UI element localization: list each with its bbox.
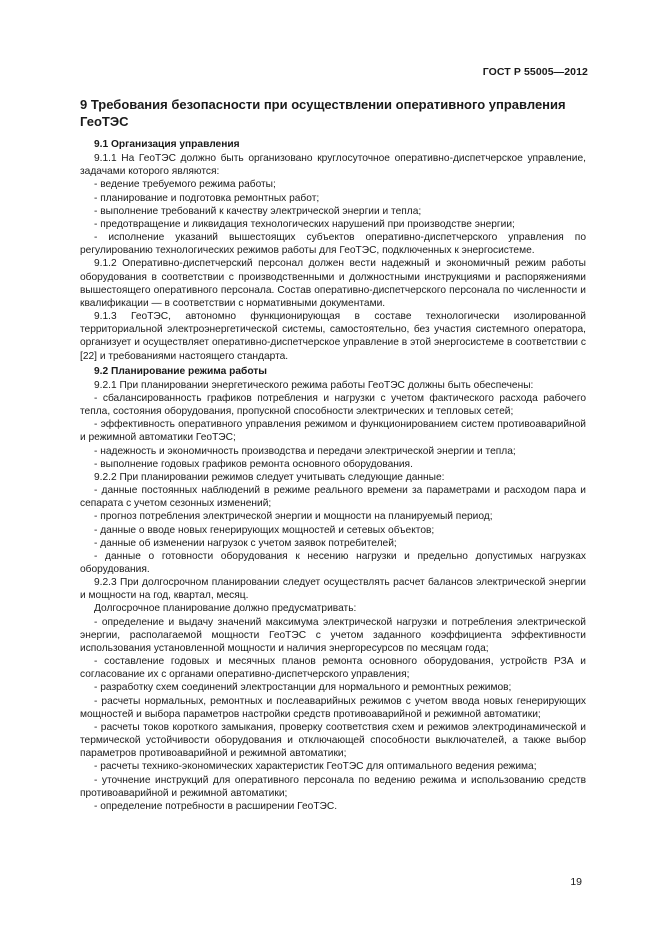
paragraph: - данные о вводе новых генерирующих мощностей и сетевых объектов; — [94, 524, 435, 536]
paragraph: - расчеты нормальных, ремонтных и послеаварийных режимов с учетом ввода новых генерирующих мощностей и выбора параметров настройки средств противоаварийной и режимной автоматики; — [80, 695, 586, 720]
paragraph: 9.2.2 При планировании режимов следует учитывать следующие данные: — [94, 471, 445, 483]
subsection-heading: 9.2 Планирование режима работы — [94, 365, 267, 377]
paragraph: - разработку схем соединений электростанции для нормального и ремонтных режимов; — [94, 682, 512, 694]
page-number: 19 — [570, 876, 582, 888]
paragraph: - выполнение требований к качеству электрической энергии и тепла; — [94, 205, 422, 217]
document-body — [80, 136, 586, 813]
paragraph: - расчеты технико-экономических характеристик ГеоТЭС для оптимального ведения режима; — [94, 761, 537, 773]
paragraph: - составление годовых и месячных планов ремонта основного оборудования, устройств РЗА и согласование их с органами оперативно-диспетчерского управления; — [80, 656, 586, 681]
paragraph: - определение и выдачу значений максимума электрической нагрузки и потребления электрической энергии, располагаемой мощности ГеоТЭС с учетом заданного коэффициента эффективности использования установленной мощности и наличия энергоресурсов по месяцам года; — [80, 616, 586, 654]
paragraph: 9.2.3 При долгосрочном планировании следует осуществлять расчет балансов электрической энергии и мощности на год, квартал, месяц. — [80, 577, 586, 602]
paragraph: - определение потребности в расширении ГеоТЭС. — [94, 800, 338, 812]
paragraph: - расчеты токов короткого замыкания, проверку соответствия схем и режимов электродинамической и термической устойчивости оборудования и отключающей способности выключателей, а также выбор параметров противоаварийной и режимной автоматики; — [80, 721, 586, 760]
paragraph: - планирование и подготовка ремонтных работ; — [94, 192, 320, 204]
subsection-heading: 9.1 Организация управления — [94, 139, 240, 150]
paragraph: 9.1.3 ГеоТЭС, автономно функционирующая в составе технологически изолированной территориальной электроэнергетической системы, самостоятельно, без участия системного оператора, организует и осуществляет оперативно-диспетчерское управление в этой энергосистеме в соответствии с [22] и требованиями настоящего стандарта. — [80, 311, 586, 362]
paragraph: - данные об изменении нагрузок с учетом заявок потребителей; — [94, 537, 397, 549]
paragraph: - уточнение инструкций для оперативного персонала по ведению режима и использованию средств противоаварийной и режимной автоматики; — [80, 774, 586, 799]
paragraph: - данные о готовности оборудования к несению нагрузки и предельно допустимых нагрузках оборудования. — [80, 550, 586, 575]
paragraph: 9.1.2 Оперативно-диспетчерский персонал должен вести надежный и экономичный режим работы оборудования в соответствии с производственными и должностными инструкциями и распоряжениями вышестоящего оперативного персонала. Состав оперативно-диспетчерского персонала по численности и квалификации — в соответствии с нормативными документами. — [80, 258, 586, 309]
paragraph: - исполнение указаний вышестоящих субъектов оперативно-диспетчерского управления по регулированию технологических режимов работы для ГеоТЭС, подключенных к энергосистеме. — [80, 232, 586, 257]
paragraph: - сбалансированность графиков потребления и нагрузки с учетом фактического расхода рабочего тепла, состояния оборудования, пропускной способности электрических и тепловых сетей; — [80, 392, 586, 418]
paragraph: 9.1.1 На ГеоТЭС должно быть организовано круглосуточное оперативно-диспетчерское управление, задачами которого являются: — [80, 153, 586, 178]
paragraph: - ведение требуемого режима работы; — [94, 179, 276, 191]
paragraph: Долгосрочное планирование должно предусматривать: — [94, 603, 357, 615]
paragraph: - эффективность оперативного управления режимом и функционированием систем противоаварийной и режимной автоматики ГеоТЭС; — [80, 419, 586, 444]
standard-header: ГОСТ Р 55005—2012 — [482, 66, 588, 78]
section-title: 9 Требования безопасности при осуществлении оперативного управления ГеоТЭС — [80, 97, 566, 129]
paragraph: - предотвращение и ликвидация технологических нарушений при производстве энергии; — [94, 218, 515, 230]
paragraph: 9.2.1 При планировании энергетического режима работы ГеоТЭС должны быть обеспечены: — [94, 379, 534, 391]
paragraph: - выполнение годовых графиков ремонта основного оборудования. — [94, 458, 413, 470]
paragraph: - надежность и экономичность производства и передачи электрической энергии и тепла; — [94, 445, 516, 457]
paragraph: - данные постоянных наблюдений в режиме реального времени за параметрами и расходом пара и сепарата с учетом сезонных изменений; — [80, 485, 586, 510]
paragraph: - прогноз потребления электрической энергии и мощности на планируемый период; — [94, 511, 493, 523]
